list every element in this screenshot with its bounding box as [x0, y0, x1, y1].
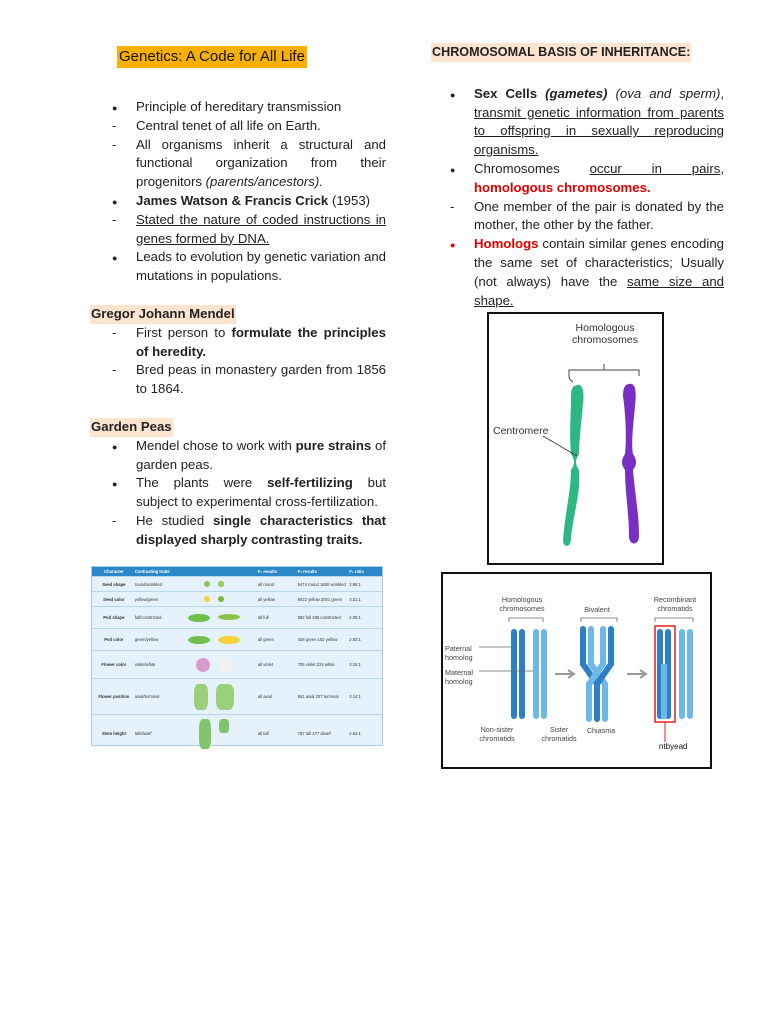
list-item: ● Homologs contain similar genes encoding the same set of characteristics; Usually (not always) have the same size and shape. [428, 235, 724, 310]
cell-illustration [173, 719, 254, 749]
cell-illustration [173, 636, 254, 644]
bullet-icon [450, 160, 468, 180]
cell-f1: all tall [257, 731, 269, 736]
list-item: - Central tenet of all life on Earth. [90, 117, 386, 136]
chromatid-art [479, 618, 693, 742]
left-column [90, 40, 386, 550]
cell-illustration [173, 684, 254, 710]
list-item: ● Chromosomes occur in pairs, homologous chromosomes. [428, 160, 724, 198]
bracket-line [509, 618, 543, 622]
crossing-over-figure [441, 572, 712, 769]
cell-character: Flower position [98, 694, 130, 699]
list-item: - One member of the pair is donated by the mother, the other by the father. [428, 198, 724, 236]
cell-f1: all yellow [257, 596, 275, 602]
arrow-icon [627, 670, 646, 678]
bullet-icon [112, 474, 130, 494]
chromatid [533, 629, 539, 719]
table-body [92, 576, 382, 752]
pod-shape-icon [188, 614, 210, 622]
cell-character: Seed color [103, 596, 125, 602]
flower-position-icon [216, 684, 234, 710]
table-row [92, 628, 382, 650]
arrow-icon [555, 670, 574, 678]
cell-ratio: 2.95:1 [349, 615, 361, 620]
chromatid [541, 629, 547, 719]
flower-color-icon [196, 658, 210, 672]
list-item: ● Leads to evolution by genetic variation and mutations in populations. [90, 248, 386, 286]
cell-ratio: 3.14:1 [349, 694, 361, 699]
cell-f1: all round [257, 581, 274, 587]
stem-height-icon [219, 719, 229, 733]
chromatid [687, 629, 693, 719]
table-header: Character Contrasting traits F₁ results F₂ results F₂ ratio [92, 567, 382, 576]
chromosome-left [563, 385, 584, 546]
list-item: - He studied single characteristics that displayed sharply contrasting traits. [90, 512, 386, 550]
dash-icon [112, 136, 130, 155]
table-row [92, 650, 382, 678]
bracket-line [655, 618, 693, 622]
mendel-traits-table [91, 566, 383, 746]
dash-icon [112, 324, 130, 343]
label-nonsister: Non-sister chromatids [479, 725, 515, 743]
cell-illustration [173, 581, 254, 587]
label-recombinant: Recombinant chromatids [653, 595, 697, 613]
label-maternal: Maternal homolog [445, 668, 473, 686]
cell-character: Pod shape [103, 615, 125, 620]
cell-f2: 705 violet 224 white [297, 662, 335, 667]
list-item: - Stated the nature of coded instructions in genes formed by DNA. [90, 211, 386, 249]
list-item: ● James Watson & Francis Crick (1953) [90, 192, 386, 211]
cell-f2: 651 axial 207 terminal [297, 694, 339, 699]
bullet-icon [112, 248, 130, 268]
bracket-line [581, 618, 617, 622]
cell-f2: 428 green 152 yellow [297, 637, 338, 642]
table-row [92, 576, 382, 591]
cell-ratio: 3.01:1 [349, 596, 361, 602]
list-item: - First person to formulate the principles of heredity. [90, 324, 386, 362]
pod-color-icon [218, 636, 240, 644]
cell-illustration [173, 614, 254, 622]
right-column [431, 40, 724, 310]
cell-ratio: 2.82:1 [349, 637, 361, 642]
bracket-line [569, 364, 639, 376]
chromatid [511, 629, 517, 719]
bullet-icon [450, 85, 468, 105]
cell-traits: tall/dwarf [134, 731, 152, 736]
cell-illustration [173, 596, 254, 602]
list-item: - All organisms inherit a structural and functional organization from their progenitors (parents/ancestors). [90, 136, 386, 192]
label-chiasma: Chiasma [586, 726, 616, 735]
list-item: ● Principle of hereditary transmission [90, 98, 386, 117]
label-paternal: Paternal homolog [445, 644, 473, 662]
pod-shape-icon [218, 614, 240, 620]
label-overlay: ntbyead [659, 742, 688, 751]
cell-illustration [173, 658, 254, 672]
mendel-list [90, 324, 386, 399]
label-sister: Sister chromatids [541, 725, 577, 743]
section-heading-peas: Garden Peas [90, 418, 173, 437]
cell-character: Pod color [104, 637, 124, 642]
crossing-over-diagram [443, 574, 710, 767]
cell-ratio: 2.96:1 [349, 581, 361, 587]
chromatid [519, 629, 525, 719]
cell-traits: yellow/green [134, 596, 159, 602]
cell-traits: round/wrinkled [134, 581, 162, 587]
label-homologous-chromosomes: Homologous chromosomes [499, 595, 545, 613]
dash-icon [450, 198, 468, 217]
cell-traits: axial/terminal [134, 694, 160, 699]
table-row [92, 591, 382, 606]
cell-f2: 5474 round 1850 wrinkled [297, 581, 346, 587]
recombinant-segment [661, 664, 667, 719]
homologous-chromosomes-figure [487, 312, 664, 565]
bracket-left [569, 376, 573, 382]
list-item: ● The plants were self-fertilizing but subject to experimental cross-fertilization. [90, 474, 386, 512]
cell-character: Stem height [101, 731, 126, 736]
dash-icon [112, 211, 130, 230]
table-row [92, 606, 382, 628]
list-item: ● Sex Cells (gametes) (ova and sperm), transmit genetic information from parents to offspring in sexually reproducing organisms. [428, 85, 724, 160]
seed-round-icon [218, 581, 224, 587]
flower-color-icon [218, 658, 232, 672]
bullet-icon [112, 437, 130, 457]
chromatid [679, 629, 685, 719]
seed-color-icon [204, 596, 210, 602]
cell-f1: all full [257, 615, 269, 620]
cell-ratio: 2.84:1 [349, 731, 361, 736]
cell-f2: 882 full 299 constricted [297, 615, 341, 620]
label-centromere: Centromere [493, 425, 549, 437]
table-row [92, 678, 382, 714]
bullet-icon [450, 235, 468, 255]
bullet-icon [112, 98, 130, 118]
dash-icon [112, 117, 130, 136]
pod-color-icon [188, 636, 210, 644]
cell-f1: all violet [257, 662, 273, 667]
cell-f1: all green [257, 637, 274, 642]
cell-character: Flower color [101, 662, 127, 667]
table-row [92, 714, 382, 752]
cell-f2: 6022 yellow 2001 green [297, 596, 343, 602]
stem-height-icon [199, 719, 211, 749]
label-homologous: Homologous chromosomes [572, 322, 638, 346]
dash-icon [112, 361, 130, 380]
cell-traits: green/yellow [134, 637, 159, 642]
list-item: - Bred peas in monastery garden from 1856 to 1864. [90, 361, 386, 399]
seed-color-icon [218, 596, 224, 602]
label-bivalent: Bivalent [584, 605, 610, 614]
flower-position-icon [194, 684, 208, 710]
cell-f2: 787 tall 277 dwarf [297, 731, 331, 736]
document-title: Genetics: A Code for All Life [117, 46, 307, 68]
section-heading-chromosomal: CHROMOSOMAL BASIS OF INHERITANCE: [431, 43, 691, 62]
bullet-icon [112, 192, 130, 212]
section-heading-mendel: Gregor Johann Mendel [90, 305, 236, 324]
cell-ratio: 3.15:1 [349, 662, 361, 667]
chromosome-right [622, 384, 639, 544]
cell-f1: all axial [257, 694, 272, 699]
cell-traits: full/constricted [134, 615, 162, 620]
dash-icon [112, 512, 130, 531]
peas-list [90, 437, 386, 550]
chromosomal-list [428, 85, 724, 311]
cell-traits: violet/white [134, 662, 156, 667]
cell-character: Seed shape [102, 581, 126, 587]
list-item: ● Mendel chose to work with pure strains of garden peas. [90, 437, 386, 475]
seed-round-icon [204, 581, 210, 587]
homologous-chromosomes-diagram [489, 314, 662, 563]
intro-list [90, 98, 386, 286]
